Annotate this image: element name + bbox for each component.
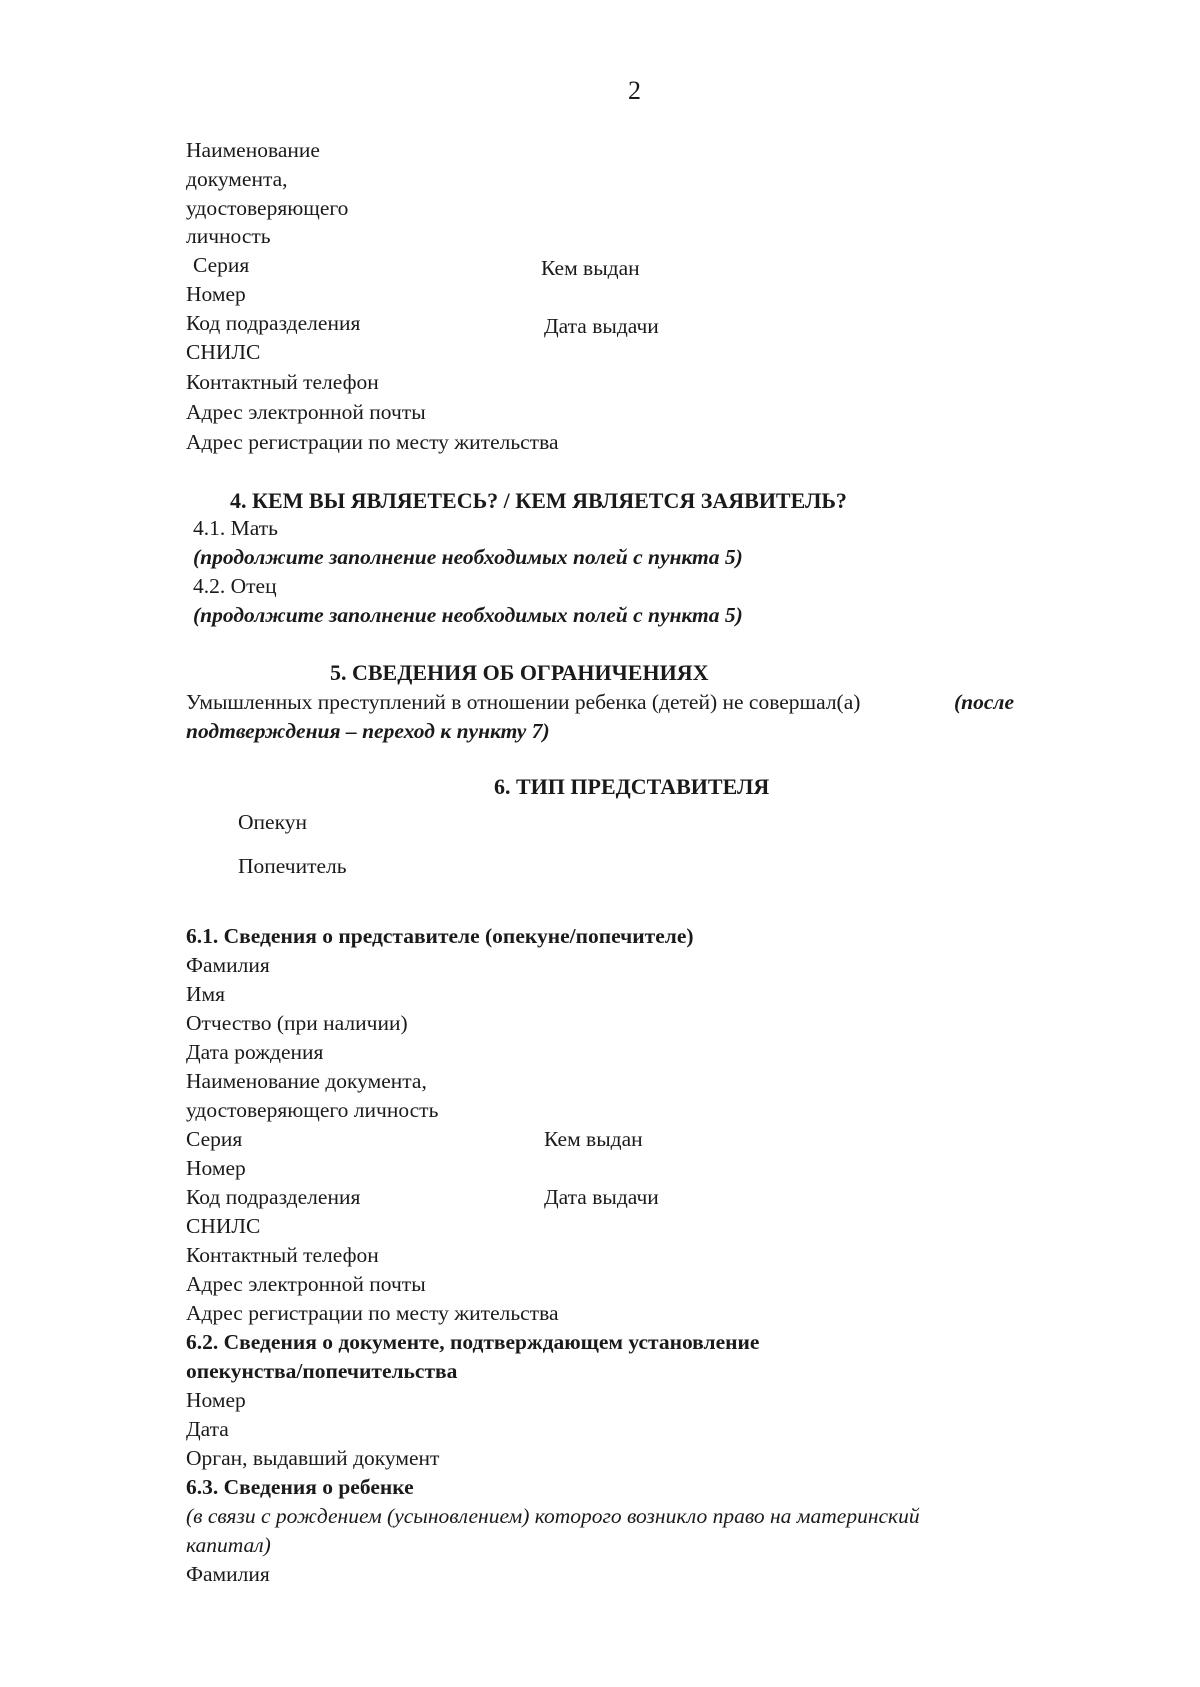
address-label: Адрес регистрации по месту жительства	[186, 430, 559, 454]
rep-address-label: Адрес регистрации по месту жительства	[186, 1301, 559, 1325]
doc-name-line-4: личность	[186, 224, 271, 248]
section-4-title: 4. КЕМ ВЫ ЯВЛЯЕТЕСЬ? / КЕМ ЯВЛЯЕТСЯ ЗАЯВИТЕЛЬ?	[230, 488, 847, 513]
doc-name-line-2: документа,	[186, 167, 288, 191]
email-label: Адрес электронной почты	[186, 400, 426, 424]
restrictions-note-2: подтверждения – переход к пункту 7)	[186, 719, 550, 743]
note-continue-2: (продолжите заполнение необходимых полей с пункта 5)	[193, 603, 743, 627]
section-6-2-title-1: 6.2. Сведения о документе, подтверждающем установление	[186, 1330, 760, 1354]
rep-phone-label: Контактный телефон	[186, 1243, 379, 1267]
issued-by-label: Кем выдан	[541, 256, 640, 280]
rep-name-label: Имя	[186, 982, 226, 1006]
guardianship-doc-authority-label: Орган, выдавший документ	[186, 1446, 440, 1470]
section-5-title: 5. СВЕДЕНИЯ ОБ ОГРАНИЧЕНИЯХ	[330, 660, 709, 685]
section-6-title: 6. ТИП ПРЕДСТАВИТЕЛЯ	[494, 774, 770, 799]
child-surname-label: Фамилия	[186, 1562, 270, 1586]
guardianship-doc-number-label: Номер	[186, 1388, 246, 1412]
page-number: 2	[628, 76, 641, 105]
number-label: Номер	[186, 282, 246, 306]
option-father: 4.2. Отец	[193, 574, 277, 598]
option-trustee: Попечитель	[238, 854, 347, 878]
child-note-2: капитал)	[186, 1533, 271, 1557]
restrictions-note-1: (после	[954, 690, 1014, 714]
rep-series-label: Серия	[186, 1127, 243, 1151]
phone-label: Контактный телефон	[186, 370, 379, 394]
rep-doc-name-2: удостоверяющего личность	[186, 1098, 439, 1122]
rep-doc-name-1: Наименование документа,	[186, 1069, 427, 1093]
rep-issue-date-label: Дата выдачи	[544, 1185, 659, 1209]
guardianship-doc-date-label: Дата	[186, 1417, 229, 1441]
option-guardian: Опекун	[238, 810, 307, 834]
section-6-3-title: 6.3. Сведения о ребенке	[186, 1475, 414, 1499]
rep-surname-label: Фамилия	[186, 953, 270, 977]
note-continue-1: (продолжите заполнение необходимых полей с пункта 5)	[193, 545, 743, 569]
series-label: Серия	[193, 253, 250, 277]
restrictions-text: Умышленных преступлений в отношении ребенка (детей) не совершал(а)	[186, 690, 861, 714]
snils-label: СНИЛС	[186, 340, 261, 364]
rep-snils-label: СНИЛС	[186, 1214, 261, 1238]
rep-birth-date-label: Дата рождения	[186, 1040, 324, 1064]
rep-issued-by-label: Кем выдан	[544, 1127, 643, 1151]
doc-name-line-1: Наименование	[186, 138, 320, 162]
section-6-2-title-2: опекунства/попечительства	[186, 1359, 458, 1383]
issue-date-label: Дата выдачи	[544, 314, 659, 338]
division-code-label: Код подразделения	[186, 311, 361, 335]
child-note-1: (в связи с рождением (усыновлением) которого возникло право на материнский	[186, 1504, 920, 1528]
rep-patronymic-label: Отчество (при наличии)	[186, 1011, 408, 1035]
rep-number-label: Номер	[186, 1156, 246, 1180]
option-mother: 4.1. Мать	[193, 516, 278, 540]
rep-email-label: Адрес электронной почты	[186, 1272, 426, 1296]
section-6-1-title: 6.1. Сведения о представителе (опекуне/попечителе)	[186, 924, 694, 948]
doc-name-line-3: удостоверяющего	[186, 196, 349, 220]
rep-division-code-label: Код подразделения	[186, 1185, 361, 1209]
